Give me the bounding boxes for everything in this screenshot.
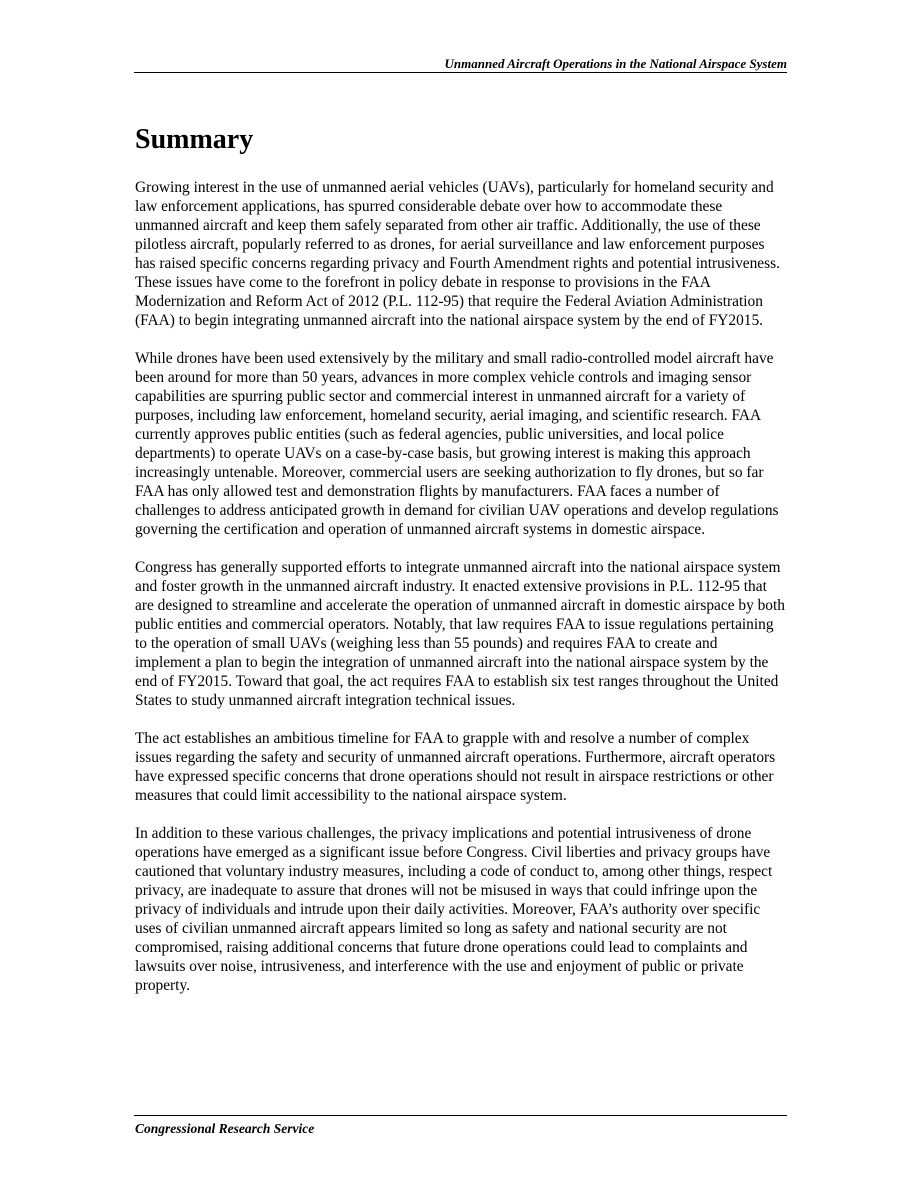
footer-organization: Congressional Research Service [135, 1121, 315, 1136]
paragraph-3: Congress has generally supported efforts to integrate unmanned aircraft into the national airspace system and foster growth in the unmanned aircraft industry. It enacted extensive provisions in P.L. 112-95 that are designed to streamline and accelerate the operation of unmanned aircraft in domestic airspace by both public entities and commercial operators. Notably, that law requires FAA to issue regulations pertaining to the operation of small UAVs (weighing less than 55 pounds) and requires FAA to create and implement a plan to begin the integration of unmanned aircraft into the national airspace system by the end of FY2015. Toward that goal, the act requires FAA to establish six test ranges throughout the United States to study unmanned aircraft integration technical issues. [135, 559, 785, 709]
paragraph-1: Growing interest in the use of unmanned aerial vehicles (UAVs), particularly for homeland security and law enforcement applications, has spurred considerable debate over how to accommodate these unmanned aircraft and keep them safely separated from other air traffic. Additionally, the use of these pilotless aircraft, popularly referred to as drones, for aerial surveillance and law enforcement purposes has raised specific concerns regarding privacy and Fourth Amendment rights and potential intrusiveness. These issues have come to the forefront in policy debate in response to provisions in the FAA Modernization and Reform Act of 2012 (P.L. 112-95) that require the Federal Aviation Administration (FAA) to begin integrating unmanned aircraft into the national airspace system by the end of FY2015. [135, 179, 780, 329]
header-rule [134, 72, 787, 73]
paragraph-5: In addition to these various challenges, the privacy implications and potential intrusiveness of drone operations have emerged as a significant issue before Congress. Civil liberties and privacy groups have cautioned that voluntary industry measures, including a code of conduct to, among other things, respect privacy, are inadequate to assure that drones will not be misused in ways that could infringe upon the privacy of individuals and intrude upon their daily activities. Moreover, FAA’s authority over specific uses of civilian unmanned aircraft appears limited so long as safety and national security are not compromised, raising additional concerns that future drone operations could lead to complaints and lawsuits over noise, intrusiveness, and interference with the use and enjoyment of public or private property. [135, 825, 773, 994]
paragraph-4: The act establishes an ambitious timeline for FAA to grapple with and resolve a number of complex issues regarding the safety and security of unmanned aircraft operations. Furthermore, aircraft operators have expressed specific concerns that drone operations should not result in airspace restrictions or other measures that could limit accessibility to the national airspace system. [135, 730, 776, 804]
summary-body [135, 178, 787, 1014]
footer-rule [134, 1115, 787, 1116]
running-header: Unmanned Aircraft Operations in the National Airspace System [444, 56, 787, 71]
section-title: Summary [135, 124, 254, 155]
paragraph-2: While drones have been used extensively by the military and small radio-controlled model aircraft have been around for more than 50 years, advances in more complex vehicle controls and imaging sensor capabilities are spurring public sector and commercial interest in unmanned aircraft for a variety of purposes, including law enforcement, homeland security, aerial imaging, and scientific research. FAA currently approves public entities (such as federal agencies, public universities, and local police departments) to operate UAVs on a case-by-case basis, but growing interest is making this approach increasingly untenable. Moreover, commercial users are seeking authorization to fly drones, but so far FAA has only allowed test and demonstration flights by manufacturers. FAA faces a number of challenges to address anticipated growth in demand for civilian UAV operations and develop regulations governing the certification and operation of unmanned aircraft systems in domestic airspace. [135, 350, 779, 538]
